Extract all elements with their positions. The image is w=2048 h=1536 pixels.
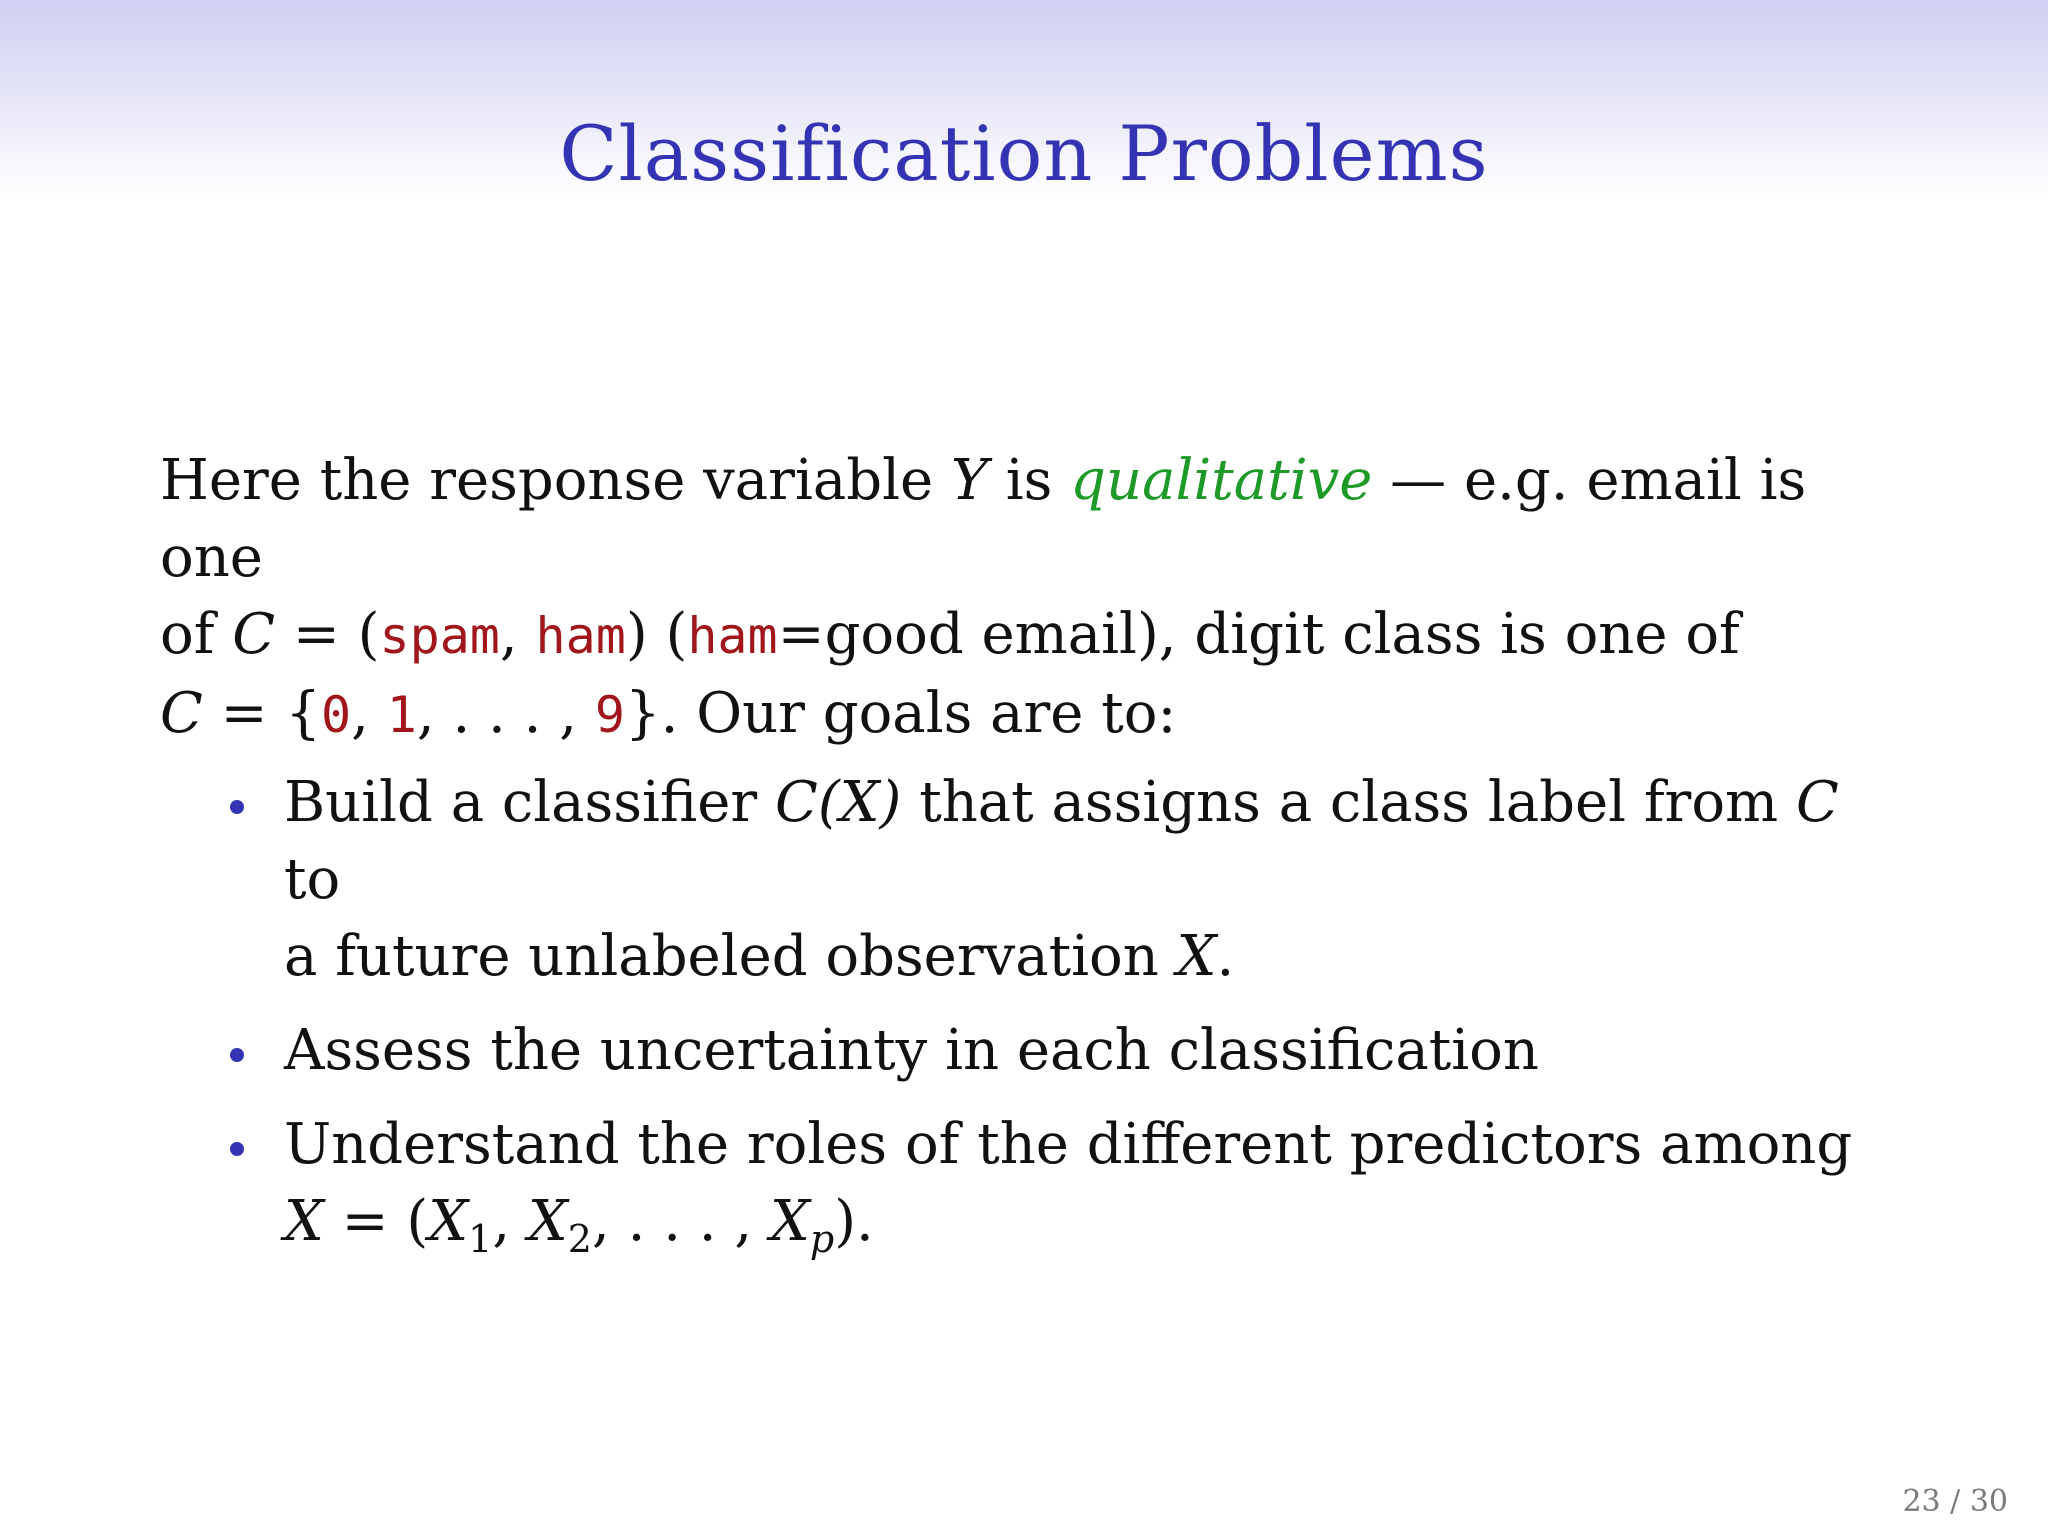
code-spam: spam bbox=[379, 607, 500, 665]
intro-text: = { bbox=[202, 681, 322, 746]
intro-line-1 bbox=[160, 442, 1880, 596]
bullet-dot-icon bbox=[230, 1142, 244, 1156]
intro-text: }. Our goals are to: bbox=[624, 681, 1177, 746]
goal-text: . bbox=[1216, 924, 1235, 989]
math-CX: C(X) bbox=[774, 770, 902, 835]
math-C: C bbox=[1795, 770, 1839, 835]
code-digit-9: 9 bbox=[594, 686, 625, 744]
intro-text: = ( bbox=[275, 602, 380, 667]
goal-line bbox=[284, 764, 1880, 918]
intro-text: of bbox=[160, 602, 233, 667]
math-X: X bbox=[284, 1189, 324, 1254]
intro-text: , bbox=[499, 602, 536, 667]
intro-text: is bbox=[987, 448, 1071, 513]
subscript-p: p bbox=[809, 1217, 835, 1261]
goal-line bbox=[284, 1183, 1880, 1260]
intro-text: , . . . , bbox=[416, 681, 595, 746]
intro-text: ) ( bbox=[625, 602, 688, 667]
code-ham: ham bbox=[687, 607, 778, 665]
goal-text: , . . . , bbox=[591, 1189, 770, 1254]
subscript-1: 1 bbox=[468, 1217, 493, 1261]
slide-title: Classification Problems bbox=[559, 109, 1489, 198]
goal-line bbox=[284, 918, 1880, 995]
code-digit-1: 1 bbox=[386, 686, 417, 744]
goals-list bbox=[160, 764, 1880, 1260]
goal-text: = ( bbox=[323, 1189, 429, 1254]
goal-item-understand-predictors bbox=[160, 1106, 1880, 1260]
intro-line-3 bbox=[160, 675, 1880, 754]
goal-text: Understand the roles of the different predictors among bbox=[284, 1112, 1853, 1177]
intro-text: — e.g. email is one bbox=[160, 448, 1807, 590]
slide-body bbox=[160, 442, 1880, 1277]
intro-paragraph bbox=[160, 442, 1880, 754]
page-number: 23 / 30 bbox=[1902, 1484, 2008, 1519]
intro-text: , bbox=[351, 681, 387, 746]
bullet-dot-icon bbox=[230, 1048, 244, 1062]
code-digit-0: 0 bbox=[321, 686, 352, 744]
intro-text: Here the response variable bbox=[160, 448, 951, 513]
intro-line-2 bbox=[160, 596, 1880, 675]
goal-text: that assigns a class label from bbox=[901, 770, 1796, 835]
intro-text: =good email), digit class is one of bbox=[777, 602, 1740, 667]
math-Xp: X bbox=[770, 1189, 810, 1254]
goal-item-assess-uncertainty bbox=[160, 1012, 1880, 1089]
bullet-dot-icon bbox=[230, 800, 244, 814]
qualitative-emphasis: qualitative bbox=[1070, 448, 1373, 513]
subscript-2: 2 bbox=[567, 1217, 592, 1261]
goal-text: Build a classifier bbox=[284, 770, 775, 835]
math-C: C bbox=[232, 602, 276, 667]
math-X1: X bbox=[428, 1189, 469, 1254]
code-ham: ham bbox=[535, 607, 626, 665]
math-X2: X bbox=[527, 1189, 568, 1254]
goal-text: to bbox=[284, 847, 341, 912]
goal-text: a future unlabeled observation bbox=[284, 924, 1177, 989]
goal-item-build-classifier bbox=[160, 764, 1880, 995]
goal-text: ). bbox=[834, 1189, 874, 1254]
math-Y: Y bbox=[950, 448, 988, 513]
goal-text: Assess the uncertainty in each classification bbox=[284, 1018, 1539, 1083]
goal-text: , bbox=[492, 1189, 528, 1254]
math-X: X bbox=[1176, 924, 1217, 989]
math-C: C bbox=[160, 681, 203, 746]
